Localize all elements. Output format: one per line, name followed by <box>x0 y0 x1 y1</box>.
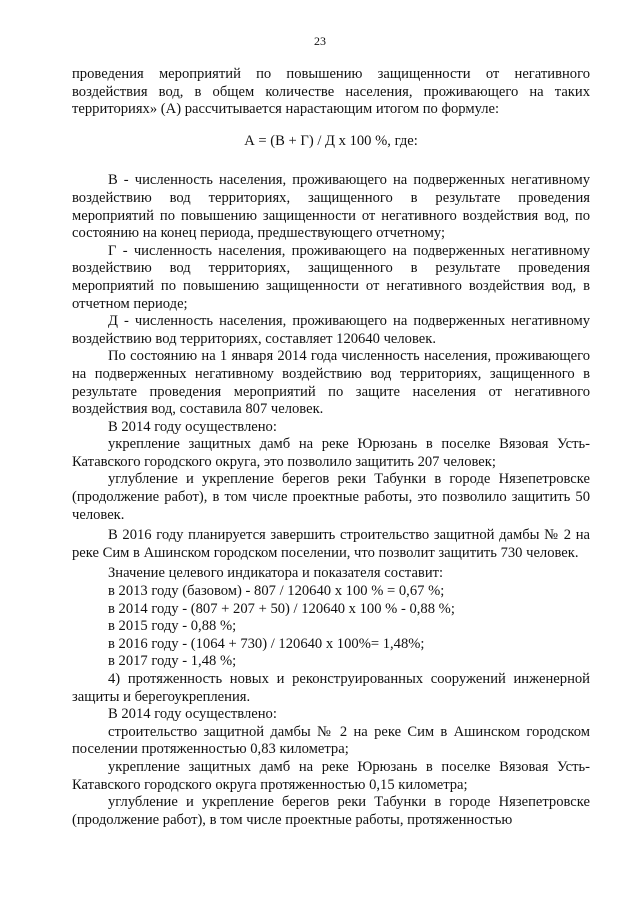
paragraph-item-4: 4) протяженность новых и реконструированных сооружений инженерной защиты и берегоукрепления. <box>72 671 590 705</box>
paragraph-indicator-value: Значение целевого индикатора и показателя составит: <box>108 565 444 582</box>
list-item-dam-yuryuzan: укрепление защитных дамб на реке Юрюзань в поселке Вязовая Усть-Катавского городского округа, это позволило защитить 207 человек; <box>72 436 590 470</box>
page-body <box>72 66 590 829</box>
list-item-dam-sim: строительство защитной дамбы № 2 на реке Сим в Ашинском городском поселении протяженностью 0,83 километра; <box>72 723 590 758</box>
indicator-2016: в 2016 году - (1064 + 730) / 120640 х 100%= 1,48%; <box>108 635 425 652</box>
indicator-2017: в 2017 году - 1,48 %; <box>108 653 237 670</box>
paragraph-formula-intro: проведения мероприятий по повышению защищенности от негативного воздействия вод, в общем количестве населения, проживающего на таких территориях» (А) рассчитывается нарастающим итогом по формуле: <box>72 66 590 118</box>
definition-b: В - численность населения, проживающего на подверженных негативному воздействию вод территориях, защищенного в результате проведения мероприятий по повышению защищенности от негативного воздействия вод, по состоянию на конец периода, предшествующего отчетному; <box>72 172 590 242</box>
indicator-2014: в 2014 году - (807 + 207 + 50) / 120640 х 100 % - 0,88 %; <box>108 600 455 617</box>
definition-g: Г - численность населения, проживающего на подверженных негативному воздействию вод территориях, защищенного в результате проведения мероприятий по повышению защищенности от негативного воздействия вод, в отчетном периоде; <box>72 242 590 312</box>
indicator-2013: в 2013 году (базовом) - 807 / 120640 х 100 % = 0,67 %; <box>108 583 445 600</box>
list-item-tabunka-length: углубление и укрепление берегов реки Табунки в городе Нязепетровске (продолжение работ), в том числе проектные работы, протяженностью <box>72 794 590 828</box>
formula: А = (В + Г) / Д х 100 %, где: <box>244 132 418 149</box>
paragraph-done-2014-length: В 2014 году осуществлено: <box>108 706 277 723</box>
list-item-dam-yuryuzan-length: укрепление защитных дамб на реке Юрюзань в поселке Вязовая Усть-Катавского городского округа протяженностью 0,15 километра; <box>72 758 590 793</box>
paragraph-done-2014: В 2014 году осуществлено: <box>108 418 277 435</box>
indicator-2015: в 2015 году - 0,88 %; <box>108 618 237 635</box>
paragraph-plan-2016: В 2016 году планируется завершить строительство защитной дамбы № 2 на реке Сим в Ашинском городском поселении, что позволит защитить 730 человек. <box>72 527 590 561</box>
definition-d: Д - численность населения, проживающего на подверженных негативному воздействию вод территориях, составляет 120640 человек. <box>72 313 590 347</box>
list-item-tabunka: углубление и укрепление берегов реки Табунки в городе Нязепетровске (продолжение работ), в том числе проектные работы, это позволило защитить 50 человек. <box>72 471 590 523</box>
page-number: 23 <box>314 34 326 48</box>
paragraph-status-2014: По состоянию на 1 января 2014 года численность населения, проживающего на подверженных негативному воздействию вод территориях, защищенного в результате проведения мероприятий по защите населения от негативного воздействия вод, составила 807 человек. <box>72 348 590 418</box>
